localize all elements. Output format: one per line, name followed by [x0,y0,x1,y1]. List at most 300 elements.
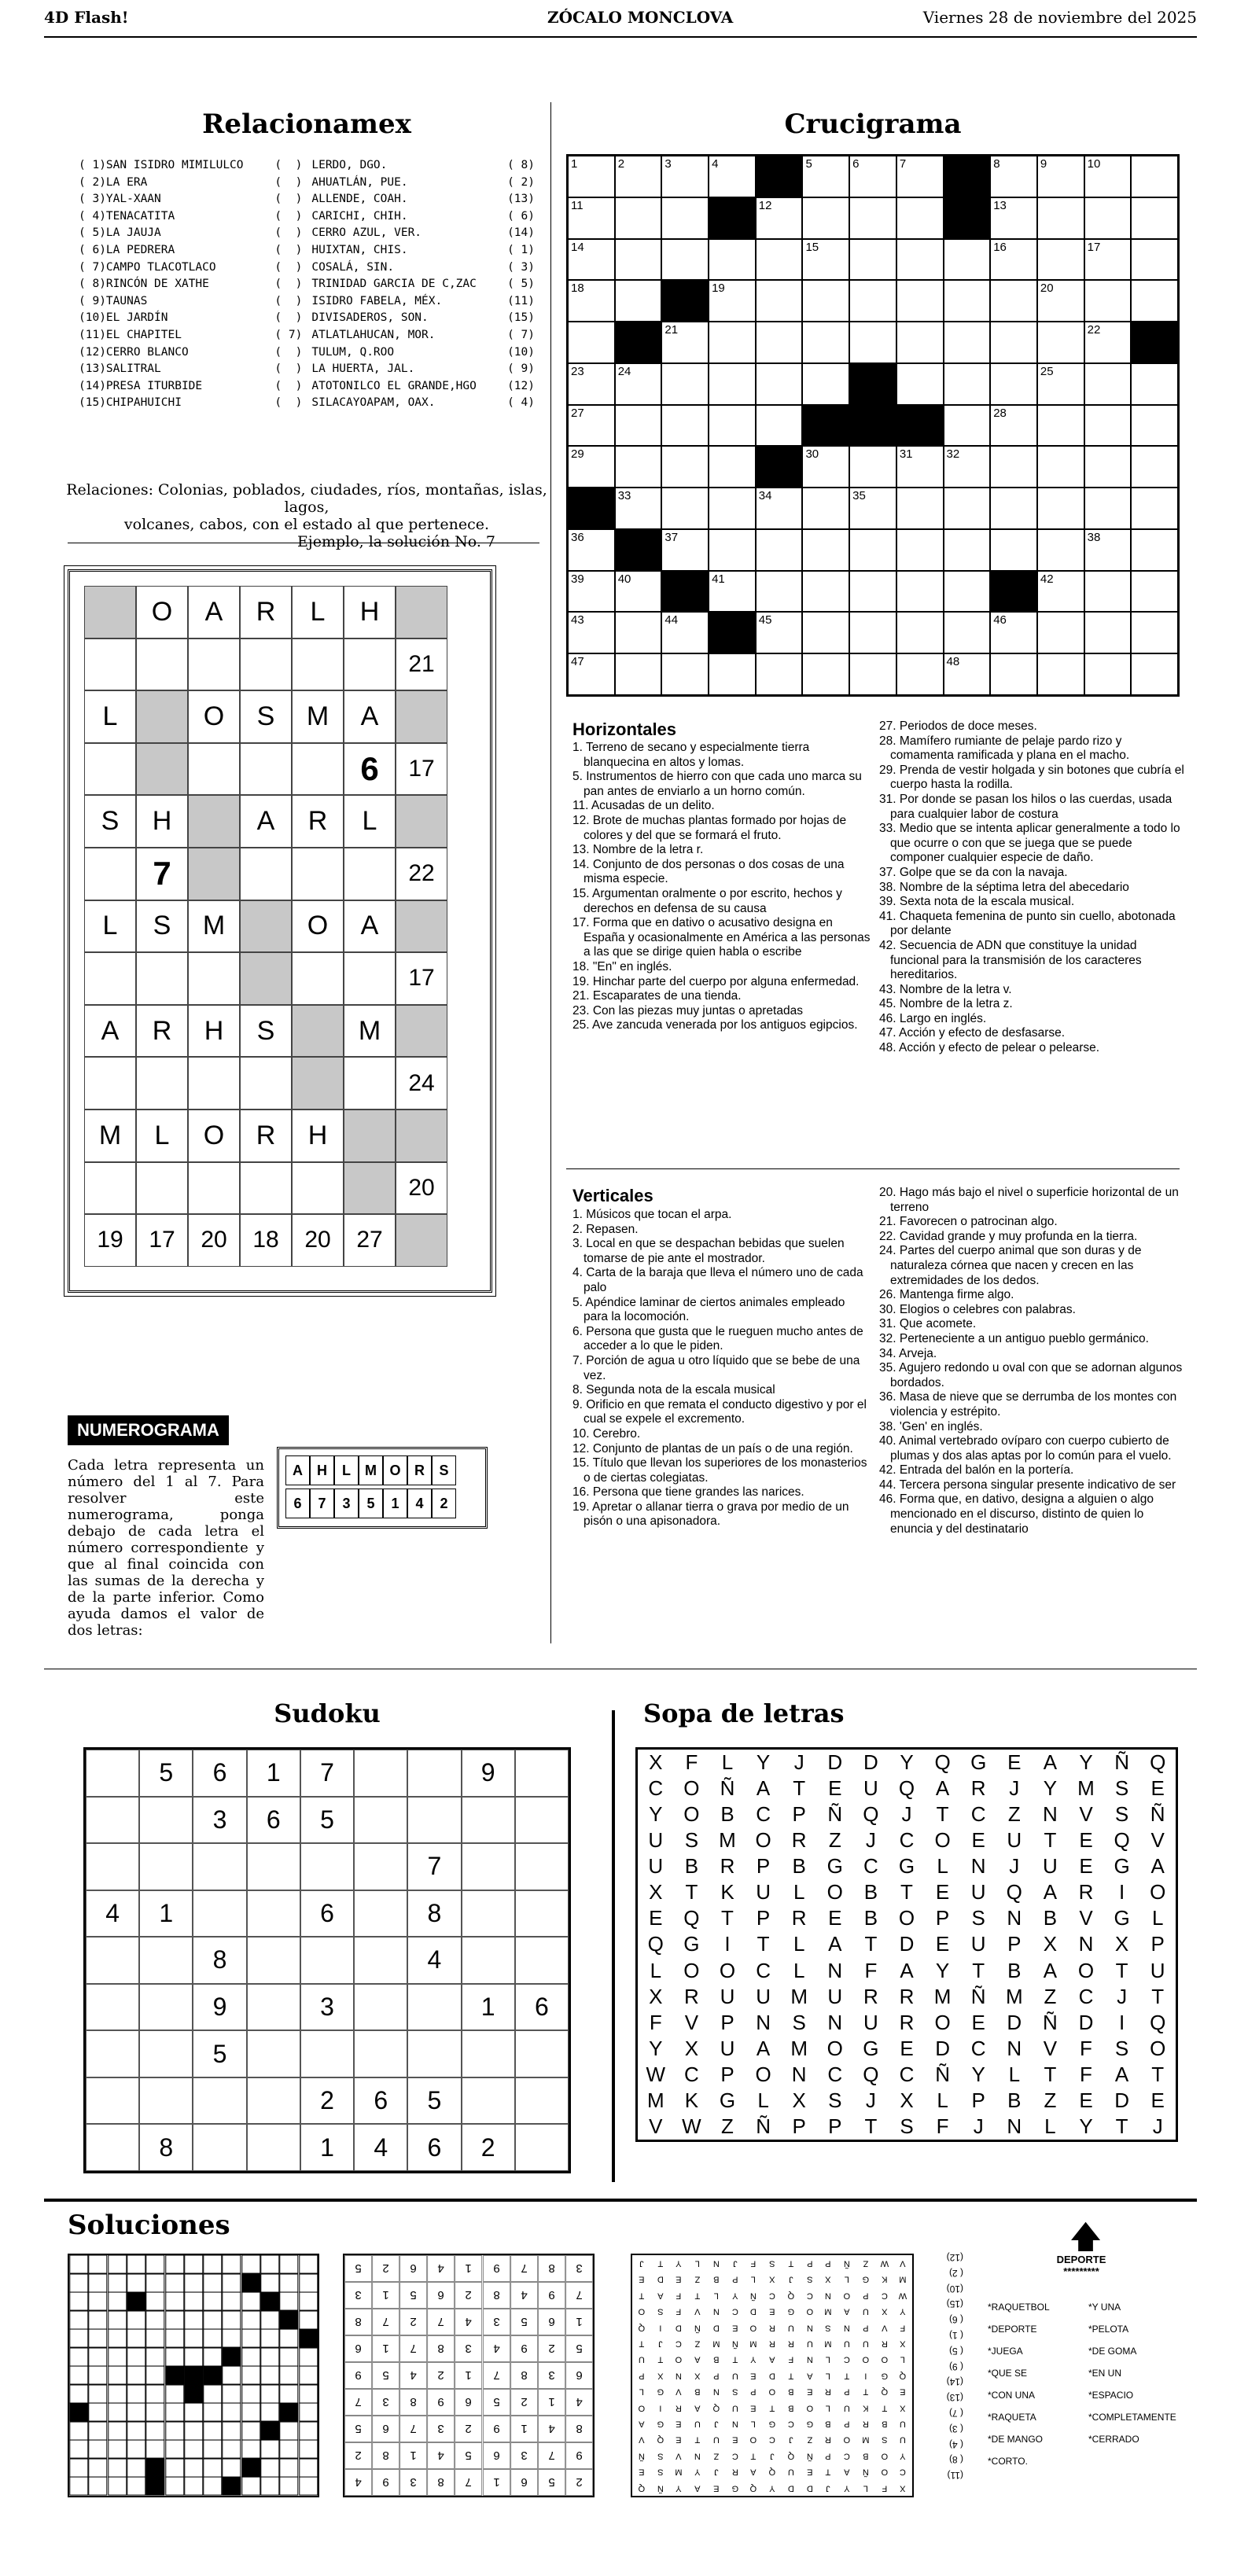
solution-sudoku-cell: 7 [399,2335,427,2362]
solution-crossword-cell [260,2348,279,2367]
relacionamex-left: ( 4)TENACATITA [79,209,175,223]
word-list-col1 [988,2296,1050,2472]
crossword-cell [661,156,709,197]
numerograma-cell [292,952,344,1005]
crossword-cell [661,322,709,363]
solution-word-search-letter: E [713,2482,720,2493]
numerograma-value: S [101,806,120,837]
solution-sudoku-cell: 9 [510,2335,538,2362]
horizontales-clues-col1 [572,741,871,1033]
word-search-letter: J [973,2114,984,2138]
solution-word-search-letter: J [770,2451,775,2460]
solution-word-search-letter: U [843,2402,850,2412]
relacionamex-row [79,208,535,226]
solution-word-search-letter: Ñ [750,2291,757,2300]
sudoku-cell [407,1797,461,1844]
note-line: Ejemplo, la solución No. 7 [296,533,495,550]
horizontales-heading: Horizontales [572,719,677,739]
solution-word-search-letter: X [657,2371,664,2380]
solution-word-search-letter: A [750,2467,757,2477]
word-search-letter: U [970,1880,986,1904]
solution-crossword-cell [299,2329,318,2348]
word-search-letter: J [1152,2114,1163,2138]
numerograma-value: 17 [408,965,435,992]
solution-word-search-letter: E [731,2434,738,2445]
clue-item: 31. Por donde se pasan los hilos o las cuerdas, usada para cualquier labor de costura [879,792,1173,821]
solution-word-search-letter: Y [900,2306,906,2317]
crossword-black-cell [709,197,756,239]
word-search-letter: Y [649,1802,663,1827]
solution-sudoku-cell: 8 [344,2309,372,2335]
solution-word-search-letter: X [900,2482,906,2493]
clue-item: 1. Músicos que tocan el arpa. [572,1208,732,1221]
solution-crossword-cell [203,2477,222,2496]
word-search-letter: M [646,2088,664,2112]
numerograma-cell [136,586,188,638]
crossword-number: 11 [571,198,584,212]
word-search-letter: V [684,2010,699,2034]
solution-word-search-letter: Z [807,2434,812,2445]
numerograma-cell [292,1162,344,1215]
solution-crossword-cell [279,2459,298,2478]
numerograma-shaded-cell [240,952,292,1005]
relacionamex-right: ATOTONILCO EL GRANDE,HGO [311,379,477,392]
crossword-cell [661,239,709,281]
numerograma-cell [292,743,344,796]
clue-item: 2. Repasen. [572,1222,639,1236]
word-search-letter: P [971,2088,985,2112]
numerograma-value: A [360,911,379,941]
solution-word-search-letter: V [694,2306,701,2317]
sudoku-cell: 4 [354,2124,407,2171]
word-search-letter: P [828,2114,842,2138]
solution-relacionamex-item: (13) [946,2391,963,2403]
crossword-cell [1131,571,1178,613]
solution-word-search-letter: U [731,2371,738,2380]
sudoku-cell [515,2077,569,2125]
solution-crossword-cell [69,2255,88,2274]
sudoku-cell [139,1797,193,1844]
solution-sudoku-cell: 5 [565,2335,593,2362]
solution-sudoku-cell: 5 [510,2309,538,2335]
sudoku-cell [462,2030,515,2077]
solution-crossword-cell [260,2274,279,2293]
crossword-cell [896,488,944,529]
solution-sudoku-cell: 1 [372,2335,399,2362]
solution-crossword-cell [279,2403,298,2422]
numerograma-cell [84,638,136,691]
word-search-letter: O [683,1802,700,1827]
word-search-letter: L [793,1880,805,1904]
sudoku-cell: 6 [300,1890,354,1938]
sudoku-cell [139,1984,193,2031]
solution-word-search-letter: U [787,2467,794,2477]
solution-word-search-letter: M [749,2339,757,2349]
solution-crossword-cell [69,2477,88,2496]
crossword-black-cell [661,571,709,613]
relacionamex-left: ( 8)RINCÓN DE XATHE [79,278,209,291]
word-search-letter: C [648,1776,664,1801]
solution-crossword-cell [69,2440,88,2459]
solution-crossword-cell [299,2311,318,2330]
crossword-cell [849,446,896,488]
key-number-row [285,1489,456,1518]
word-search-letter: T [1115,2114,1128,2138]
word-search-letter: O [1150,2036,1166,2060]
word-list-stars: ********* [1063,2265,1099,2277]
crossword-cell [990,653,1037,695]
word-search-letter: L [650,1958,662,1982]
numerograma-value: 17 [149,1227,175,1253]
numerograma-value: 18 [252,1227,279,1253]
solution-word-search-letter: G [787,2306,794,2317]
relacionamex-right: ALLENDE, COAH. [311,193,408,206]
solution-word-search-letter: P [862,2291,869,2300]
solution-word-search-letter: J [639,2258,644,2269]
relacionamex-right: SILACAYOAPAM, OAX. [311,396,436,410]
crossword-number: 48 [946,655,960,669]
solution-sudoku-cell: 4 [565,2389,593,2416]
key-letter: A [285,1455,310,1485]
clue-item: 13. Nombre de la letra r. [572,843,704,857]
sudoku-cell [407,1984,461,2031]
crossword-cell [990,239,1037,281]
crossword-cell [990,156,1037,197]
sudoku-cell: 2 [462,2124,515,2171]
sudoku-cell [86,1750,139,1797]
solution-sudoku-cell: 6 [538,2309,565,2335]
solution-sudoku-cell: 2 [399,2309,427,2335]
solution-crossword-cell [165,2459,184,2478]
solution-crossword-cell [108,2348,127,2367]
solution-word-search-letter: C [676,2339,683,2349]
solution-word-search-letter: X [881,2306,888,2317]
word-search-letter: J [865,2088,876,2112]
clue-item: 14. Conjunto de dos personas o dos cosas de una misma especie. [572,857,845,886]
crossword-cell [944,322,991,363]
solution-sudoku-cell: 1 [455,2362,482,2389]
solution-crossword-cell [69,2348,88,2367]
crossword-cell [1084,488,1132,529]
crossword-cell [1131,156,1178,197]
relacionamex-mark: ( ) [274,260,303,274]
crossword-number: 1 [571,157,578,171]
relacionamex-row [79,175,535,192]
solution-word-search-letter: D [712,2322,720,2332]
crossword-cell [756,363,803,405]
crossword-cell [802,446,849,488]
solution-crossword-cell [127,2255,145,2274]
clue-item: 30. Elogios o celebres con palabras. [879,1302,1076,1316]
verticales-clues-col1 [572,1208,871,1529]
sudoku-cell [247,1937,300,1984]
solution-word-search-letter: M [862,2434,870,2445]
sudoku-cell [247,2077,300,2125]
solution-word-search-letter: W [898,2291,907,2300]
solution-crossword-cell [165,2348,184,2367]
solution-word-search-letter: P [844,2386,850,2397]
solution-sudoku-cell: 3 [427,2416,455,2442]
solution-word-search-letter: O [806,2402,813,2412]
crossword-cell [896,653,944,695]
sudoku-cell [300,1843,354,1890]
word-search-letter: P [720,2010,734,2034]
crossword-cell [615,446,662,488]
crossword-cell [849,488,896,529]
crossword-number: 33 [617,489,631,503]
word-search-letter: U [863,1776,878,1801]
crossword-cell [896,156,944,197]
word-search-letter: K [684,2088,699,2112]
crossword-cell [661,488,709,529]
crossword-cell [1084,363,1132,405]
numerograma-cell [84,1005,136,1058]
solution-sudoku-cell: 8 [372,2442,399,2469]
crossword-black-cell [615,529,662,571]
solution-word-search-letter: L [844,2274,849,2284]
word-search-letter: R [791,1906,807,1930]
solution-word-search-letter: Q [768,2467,776,2477]
solution-sudoku [343,2254,595,2497]
solution-sudoku-cell: 7 [399,2416,427,2442]
word-search-letter: E [935,1932,950,1956]
word-search-letter: S [1114,1802,1129,1827]
word-list-heading: DEPORTE [1056,2254,1106,2265]
relacionamex-note [63,481,550,550]
solution-word-search-letter: N [712,2258,720,2269]
word-search-letter: L [1044,2114,1056,2138]
solution-word-search-letter: P [750,2386,757,2397]
word-search-letter: S [1114,2036,1129,2060]
crossword-cell [1131,239,1178,281]
solution-word-search-letter: R [731,2467,738,2477]
crossword-black-cell [944,156,991,197]
word-search-letter: X [649,1880,663,1904]
numerograma-cell [396,848,447,900]
solution-sudoku-cell: 2 [427,2362,455,2389]
solution-word-search-letter: V [676,2451,682,2460]
word-search-letter: Y [1043,1776,1058,1801]
relacionamex-number: ( 7) [507,328,535,341]
solution-crossword-cell [127,2385,145,2404]
crossword-cell [1037,653,1084,695]
solution-word-search-letter: L [639,2386,644,2397]
solution-crossword-cell [241,2477,260,2496]
numerograma-shaded-cell [396,1005,447,1058]
crossword-black-cell [615,322,662,363]
crossword-cell [709,322,756,363]
crossword-number: 14 [571,240,584,254]
solution-word-search-letter: G [657,2419,664,2429]
solution-sudoku-cell: 9 [372,2469,399,2496]
key-number: 7 [310,1489,334,1518]
clue-item: 44. Tercera persona singular presente indicativo de ser [879,1478,1176,1492]
solution-crossword-cell [299,2348,318,2367]
solution-sudoku-cell: 7 [483,2362,510,2389]
solution-crossword-cell [108,2366,127,2385]
solution-crossword-cell [299,2459,318,2478]
word-search-letter: C [756,1958,771,1982]
word-search-grid [635,1747,1178,2142]
crossword-cell [709,488,756,529]
solution-word-search-letter: O [881,2467,888,2477]
word-search-letter: C [899,1828,915,1853]
word-search-letter: Q [1006,1880,1022,1904]
word-search-letter: J [1009,1776,1020,1801]
word-list-item: *DEPORTE [988,2324,1037,2335]
word-search-letter: A [1043,1958,1058,1982]
numerograma-cell [188,952,240,1005]
solution-sudoku-cell: 8 [538,2255,565,2282]
solution-crossword-cell [145,2348,164,2367]
numerograma-value: M [358,1015,381,1046]
solution-word-search-letter: L [713,2291,719,2300]
word-search-letter: A [1114,2062,1129,2086]
word-search-letter: Q [863,1802,879,1827]
solution-word-search-letter: M [899,2274,907,2284]
crossword-cell [1037,488,1084,529]
solution-crossword-cell [88,2311,107,2330]
word-search-letter: N [1043,1802,1058,1827]
crossword-number: 41 [712,572,725,586]
solution-word-search-letter: A [694,2354,701,2364]
solution-sudoku-cell: 4 [510,2282,538,2309]
numerograma-value: 6 [360,750,379,788]
solution-crossword-cell [203,2366,222,2385]
word-search-letter: D [899,1932,915,1956]
solution-word-search-letter: F [750,2258,757,2269]
solution-sudoku-cell: 2 [455,2416,482,2442]
clue-item: 21. Escaparates de una tienda. [572,989,742,1003]
key-letter: L [334,1455,359,1485]
numerograma-shaded-cell [136,690,188,743]
word-search-letter: L [757,2088,769,2112]
solution-word-search-letter: T [694,2434,701,2445]
key-letter: S [432,1455,456,1485]
crossword-cell [756,197,803,239]
solution-crossword-cell [165,2329,184,2348]
solution-crossword-cell [88,2477,107,2496]
solution-word-search-letter: S [881,2434,888,2445]
solution-word-search-letter: T [863,2386,869,2397]
relacionamex-mark: ( ) [274,396,303,410]
numerograma-cell [292,1214,344,1267]
crossword-cell [802,488,849,529]
crossword-number: 46 [993,613,1007,627]
word-list-col2 [1088,2296,1176,2450]
crossword-cell [1084,446,1132,488]
numerograma-cell [240,743,292,796]
solution-word-search-letter: T [769,2402,775,2412]
solution-crossword-cell [88,2440,107,2459]
solution-sudoku-cell: 4 [538,2416,565,2442]
word-search-letter: E [1079,1854,1093,1879]
crossword-cell [849,653,896,695]
word-list-item: *JUEGA [988,2346,1023,2357]
crossword-number: 34 [758,489,772,503]
solution-word-search-letter: T [844,2371,850,2380]
sudoku-cell: 6 [407,2124,461,2171]
clue-item: 43. Nombre de la letra v. [879,982,1012,996]
clue-item: 20. Hago más bajo el nivel o superficie horizontal de un terreno [879,1186,1179,1214]
word-search-letter: T [1151,1984,1165,2008]
crossword-cell [615,612,662,653]
solution-crossword-cell [108,2403,127,2422]
word-search-letter: S [792,2010,806,2034]
column-divider [550,102,551,1643]
crossword-cell [756,322,803,363]
solution-crossword [68,2254,319,2497]
solution-crossword-cell [222,2329,241,2348]
crossword-cell [1084,612,1132,653]
numerograma-value: 20 [201,1227,227,1253]
solution-word-search-letter: B [862,2451,869,2460]
relacionamex-left: ( 9)TAUNAS [79,294,148,307]
word-search-letter: M [790,2036,808,2060]
solution-crossword-cell [88,2329,107,2348]
solution-sudoku-cell: 8 [427,2335,455,2362]
word-search-letter: X [1114,1932,1129,1956]
clue-item: 22. Cavidad grande y muy profunda en la tierra. [879,1229,1138,1243]
solution-relacionamex-item: ( 6) [949,2313,963,2325]
word-search-letter: G [898,1854,915,1879]
solution-sudoku-cell: 6 [483,2442,510,2469]
solution-word-search-letter: N [843,2322,850,2332]
crossword-black-cell [849,363,896,405]
word-search-letter: F [864,1958,878,1982]
sudoku-cell [462,1937,515,1984]
sudoku-cell: 4 [86,1890,139,1938]
solution-word-search-letter: C [843,2354,850,2364]
crossword-cell [615,239,662,281]
sudoku-cell: 2 [300,2077,354,2125]
solution-word-search-letter: O [638,2402,646,2412]
sudoku-cell: 1 [462,1984,515,2031]
clue-item: 39. Sexta nota de la escala musical. [879,895,1075,909]
word-search-letter: V [1150,1828,1165,1853]
solution-crossword-cell [260,2477,279,2496]
relacionamex-mark: ( 7) [274,328,303,341]
sudoku-cell [247,2030,300,2077]
solution-word-search-letter: P [825,2451,831,2460]
word-search-letter: C [970,1802,986,1827]
solution-crossword-cell [260,2440,279,2459]
solution-sudoku-cell: 4 [455,2309,482,2335]
word-search-letter: N [827,2010,843,2034]
clue-item: 17. Forma que en dativo o acusativo designa en España y ocasionalmente en América a las personas a las que se dirige quien habla o escribe [572,916,871,959]
crossword-cell [756,239,803,281]
numerograma-cell [136,1110,188,1162]
solution-word-search-letter: D [806,2482,813,2493]
sudoku-cell: 5 [300,1797,354,1844]
word-search-letter: W [646,2062,666,2086]
word-search-letter: E [1150,1776,1165,1801]
relacionamex-row [79,327,535,344]
solution-word-search-letter: C [731,2451,738,2460]
numerograma-cell [240,1110,292,1162]
relacionamex-row [79,361,535,378]
crossword-cell [849,156,896,197]
numerograma-shaded-cell [188,795,240,848]
solution-sudoku-cell: 2 [565,2469,593,2496]
numerograma-cell [344,952,396,1005]
solution-sudoku-cell: 3 [538,2362,565,2389]
solution-crossword-cell [260,2403,279,2422]
word-list-item: *QUE SE [988,2368,1028,2379]
crossword-cell [944,529,991,571]
solution-crossword-cell [127,2311,145,2330]
numerograma-value: A [256,806,275,837]
